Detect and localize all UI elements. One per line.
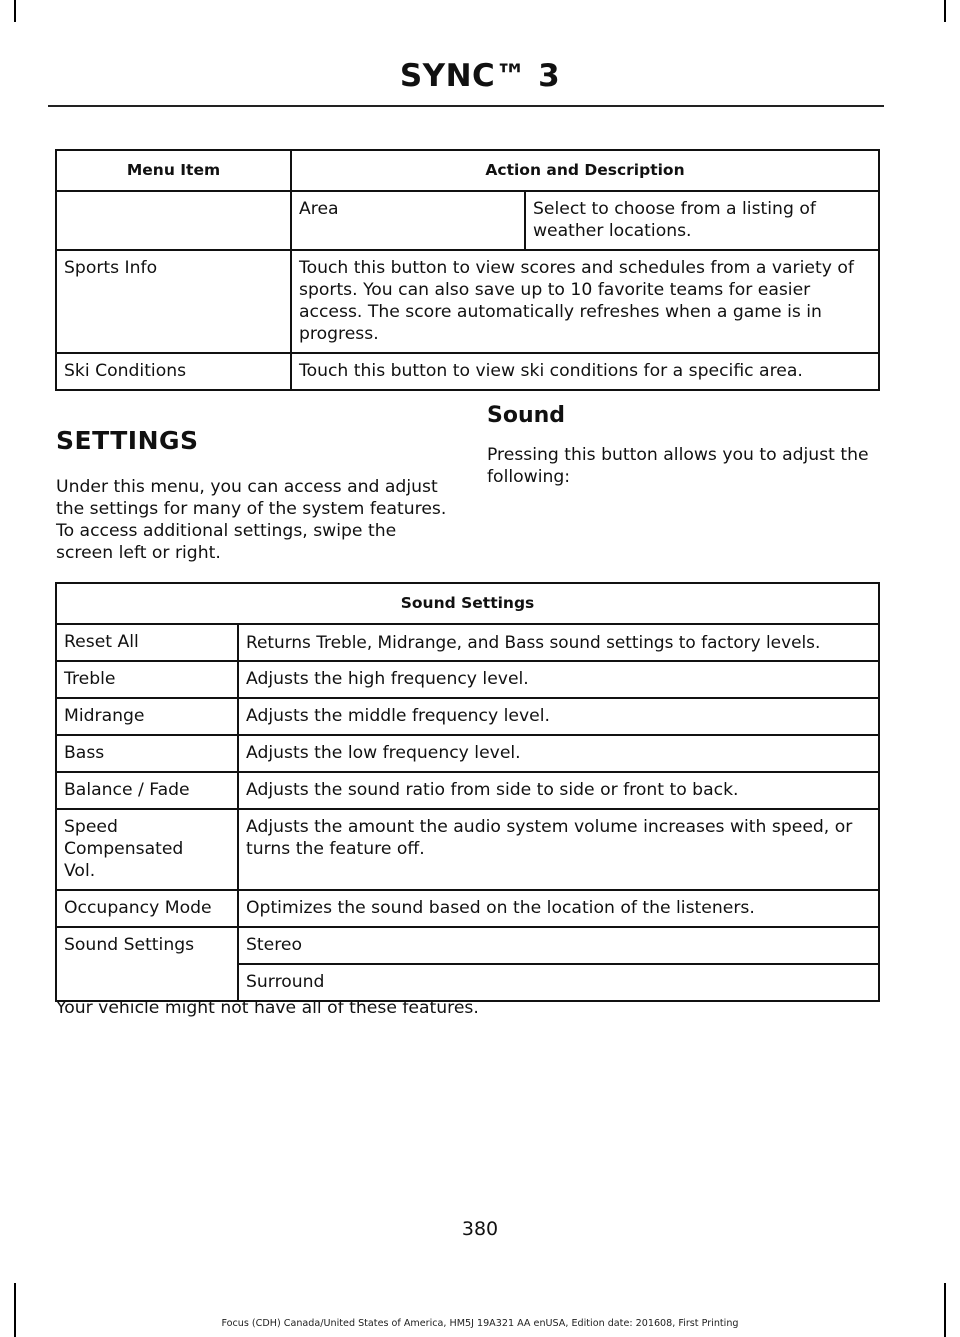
- table-cell-sports-desc: Touch this button to view scores and schedules from a variety of sports. You can also save up to 10 favorite teams for easier access. The score automatically refreshes when a game is in progress.: [291, 250, 879, 353]
- table-cell-area-label: Area: [291, 191, 525, 250]
- table-cell-desc: Returns Treble, Midrange, and Bass sound settings to factory levels.: [238, 624, 879, 661]
- menu-items-table: [55, 149, 880, 391]
- table-cell-sports-label: Sports Info: [56, 250, 291, 353]
- table-cell-desc: Adjusts the amount the audio system volume increases with speed, or turns the feature off.: [238, 809, 879, 890]
- table-cell-label: Sound Settings: [56, 927, 238, 1001]
- table-cell-desc: Surround: [238, 964, 879, 1001]
- sound-subsection-title: Sound: [487, 403, 566, 428]
- table-cell-desc: Adjusts the sound ratio from side to side or front to back.: [238, 772, 879, 809]
- features-note: Your vehicle might not have all of these features.: [56, 998, 479, 1018]
- table-row: [56, 624, 879, 661]
- crop-mark-top-left-vertical: [14, 0, 16, 22]
- column-header-action-description: Action and Description: [291, 150, 879, 191]
- table-cell-area-desc: Select to choose from a listing of weather locations.: [525, 191, 879, 250]
- table-cell-desc: Adjusts the high frequency level.: [238, 661, 879, 698]
- column-header-menu-item: Menu Item: [56, 150, 291, 191]
- table-row: [56, 809, 879, 890]
- header-divider: [48, 105, 884, 107]
- speed-label-line: Vol.: [64, 861, 96, 881]
- page-header-title: SYNC™ 3: [399, 58, 561, 94]
- speed-label-line: Speed: [64, 817, 118, 837]
- table-cell-ski-label: Ski Conditions: [56, 353, 291, 390]
- sound-settings-table: [55, 582, 880, 1002]
- table-row: [56, 250, 879, 353]
- table-cell-label: Treble: [56, 661, 238, 698]
- speed-label-line: Compensated: [64, 839, 184, 859]
- table-cell-desc: Adjusts the middle frequency level.: [238, 698, 879, 735]
- table-cell-label: Bass: [56, 735, 238, 772]
- sound-intro-paragraph: Pressing this button allows you to adjust the following:: [487, 445, 869, 487]
- table-cell-label: [56, 809, 238, 890]
- sound-settings-table-title: Sound Settings: [56, 583, 879, 624]
- table-row: [56, 353, 879, 390]
- table-row: [56, 698, 879, 735]
- table-cell-desc: Adjusts the low frequency level.: [238, 735, 879, 772]
- table-cell-desc: Optimizes the sound based on the location of the listeners.: [238, 890, 879, 927]
- table-cell-label: Midrange: [56, 698, 238, 735]
- table-cell-label: Reset All: [56, 624, 238, 661]
- table-row: [56, 735, 879, 772]
- settings-section-title: SETTINGS: [56, 426, 199, 455]
- table-cell-empty: [56, 191, 291, 250]
- table-row: [56, 927, 879, 964]
- table-cell-ski-desc: Touch this button to view ski conditions for a specific area.: [291, 353, 879, 390]
- table-row: [56, 772, 879, 809]
- table-cell-label: Occupancy Mode: [56, 890, 238, 927]
- table-cell-label: Balance / Fade: [56, 772, 238, 809]
- table-cell-desc: Stereo: [238, 927, 879, 964]
- page-footer: Focus (CDH) Canada/United States of America, HM5J 19A321 AA enUSA, Edition date: 201608, First Printing: [221, 1318, 739, 1329]
- page-number: 380: [461, 1218, 499, 1240]
- settings-intro-paragraph: Under this menu, you can access and adjust the settings for many of the system features. To access additional settings, swipe the screen left or right.: [56, 477, 447, 563]
- table-row: [56, 890, 879, 927]
- table-row: [56, 191, 879, 250]
- table-row: [56, 661, 879, 698]
- crop-mark-top-right-vertical: [944, 0, 946, 22]
